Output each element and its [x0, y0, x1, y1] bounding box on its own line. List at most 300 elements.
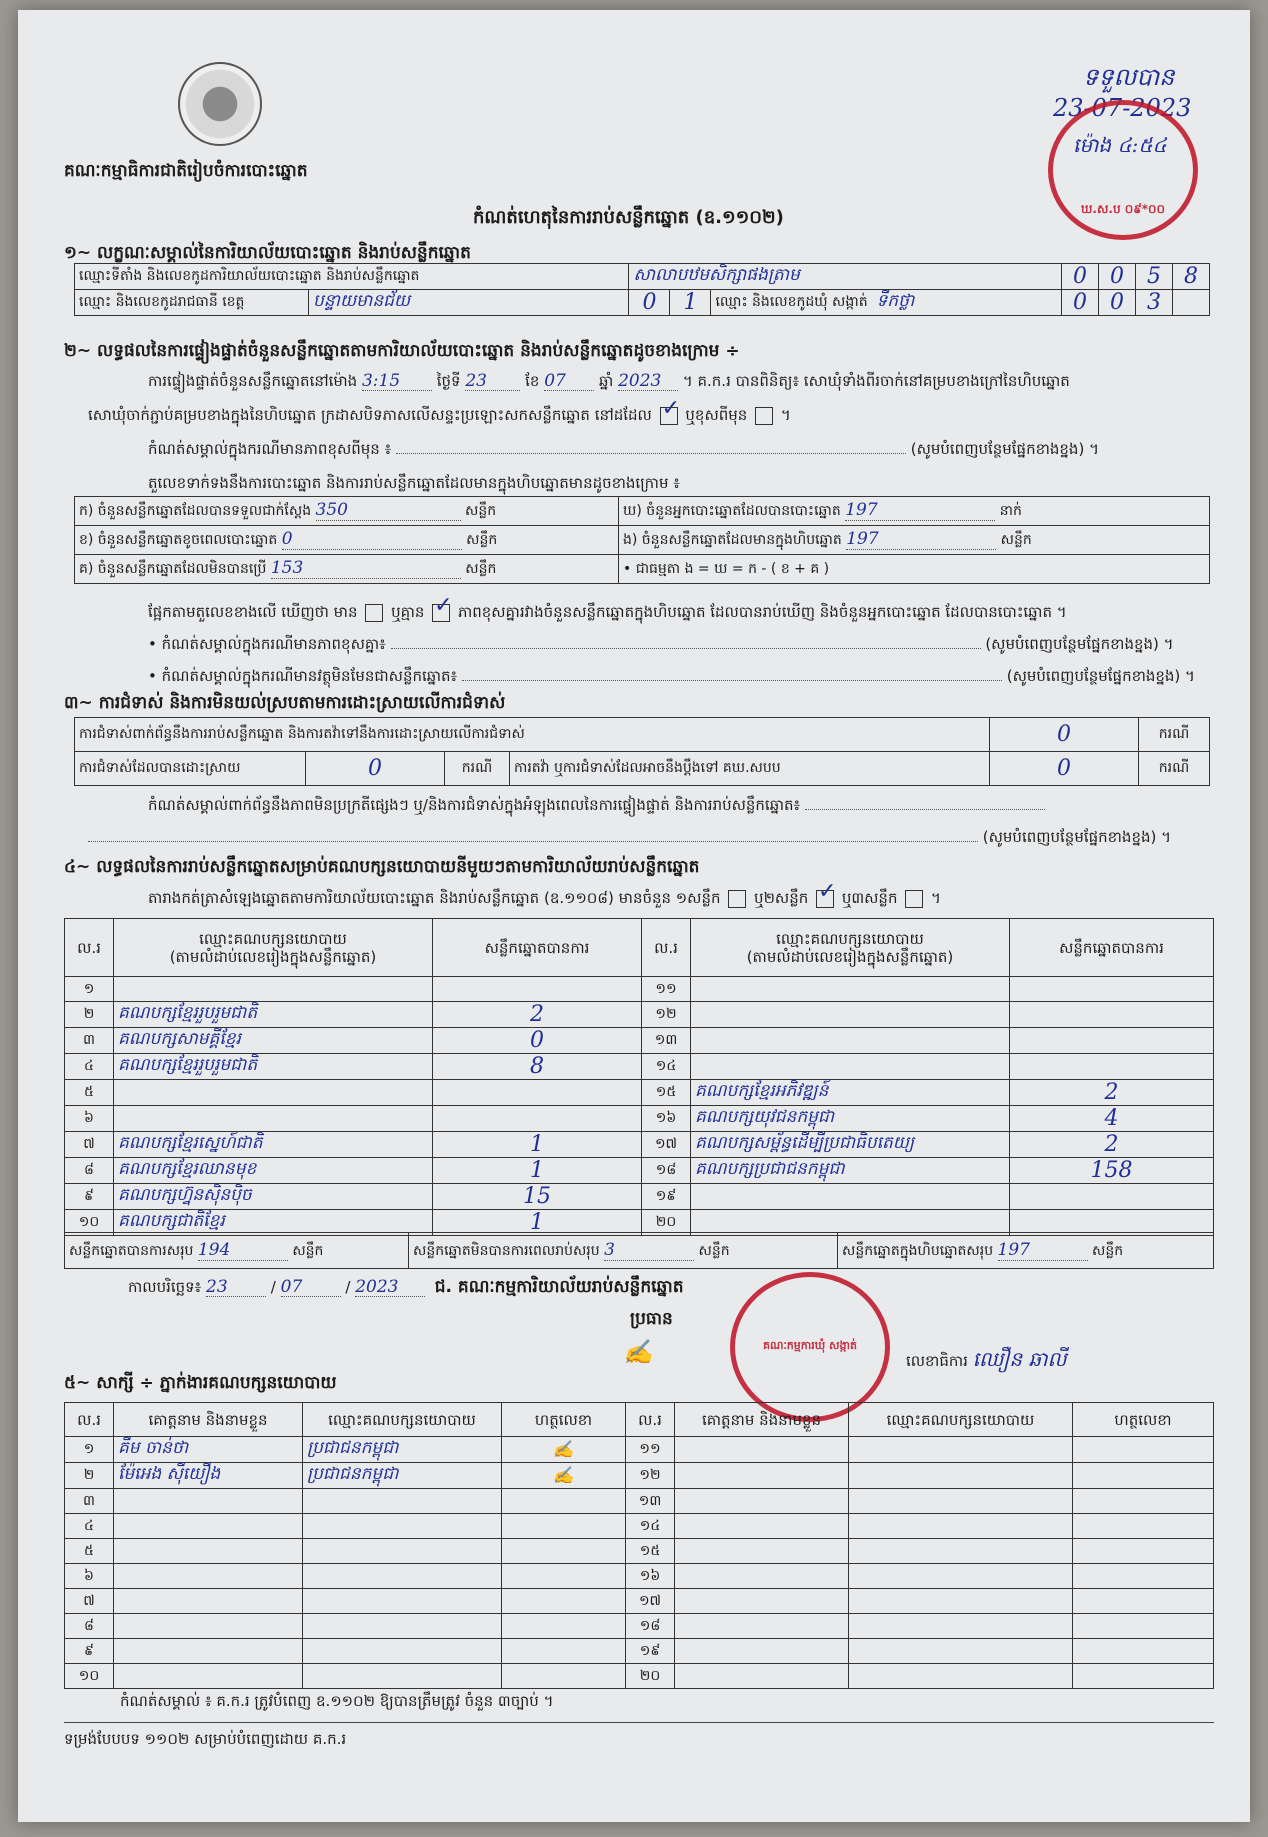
- result-no: ១៦: [642, 1106, 691, 1132]
- unused-cell: [75, 555, 619, 584]
- total-invalid-cell: [409, 1233, 838, 1269]
- station-code-3: 5: [1136, 264, 1173, 290]
- province-name: បន្ទាយមានជ័យ: [309, 290, 629, 316]
- irregularity-note: [148, 796, 1045, 814]
- station-info-table: [74, 263, 1210, 316]
- result-party: គណបក្សខ្មែររួបរួមជាតិ: [114, 1002, 433, 1028]
- witness-no: ៩: [65, 1639, 114, 1664]
- witness-party: [303, 1639, 502, 1664]
- result-votes: 2: [1010, 1080, 1214, 1106]
- note2-label: • កំណត់សម្គាល់ក្នុងករណីមានភាពខុសគ្នា៖: [148, 635, 386, 653]
- note1-label: កំណត់សម្គាល់ក្នុងករណីមានភាពខុសពីមុន ៖: [148, 440, 392, 458]
- witness-signature: [1073, 1514, 1214, 1539]
- witness-no: ១៣: [626, 1489, 675, 1514]
- witness-name: [114, 1514, 303, 1539]
- col-party: [114, 919, 433, 977]
- commune-stamp: ឃ.ស.ប ០៩*០០: [1048, 100, 1198, 240]
- note2-line: [148, 635, 1174, 653]
- witness-signature: ✍: [502, 1437, 626, 1463]
- col-party-title: ឈ្មោះគណបក្សនយោបាយ: [776, 929, 924, 948]
- three-sheets-checkbox[interactable]: [905, 890, 923, 908]
- date-label: កាលបរិច្ឆេទ៖: [128, 1278, 202, 1296]
- col-no: ល.រ: [626, 1403, 675, 1437]
- total-valid-label: សន្លឹកឆ្នោតបានការសរុប: [69, 1242, 194, 1259]
- result-votes: [433, 1080, 642, 1106]
- irregularity-field-2[interactable]: [88, 841, 978, 842]
- witness-name: [675, 1564, 849, 1589]
- result-party: គណបក្សប្រជាជនកម្ពុជា: [691, 1158, 1010, 1184]
- tally-intro: តារាងកត់ត្រាសំឡេងឆ្នោតតាមការិយាល័យបោះឆ្នោត និងរាប់សន្លឹកឆ្នោត (ឧ.១១០៨) មានចំនួន ១សន្លឹក: [148, 889, 721, 907]
- unit: សន្លឹក: [465, 561, 497, 577]
- in-box-cell: [619, 526, 1210, 555]
- witness-name: [675, 1514, 849, 1539]
- witness-party: [303, 1589, 502, 1614]
- verify-time: 3:15: [362, 372, 432, 391]
- result-no: ១០: [65, 1210, 114, 1236]
- result-no: ១៨: [642, 1158, 691, 1184]
- table-row: [65, 1437, 1214, 1463]
- voters-value: 197: [845, 500, 995, 521]
- witness-name: [675, 1463, 849, 1489]
- note2-hint: (សូមបំពេញបន្ថែមផ្នែកខាងខ្នង) ។: [985, 635, 1174, 653]
- commune-label: ឈ្មោះ និងលេខកូដឃុំ សង្កាត់: [715, 294, 868, 310]
- witness-name: [114, 1489, 303, 1514]
- witness-party: [849, 1589, 1073, 1614]
- witness-no: ១១: [626, 1437, 675, 1463]
- witness-signature: [1073, 1664, 1214, 1689]
- witness-name: [675, 1589, 849, 1614]
- verify-line: [148, 372, 1070, 391]
- station-code-2: 0: [1099, 264, 1136, 290]
- col-no: ល.រ: [65, 1403, 114, 1437]
- col-party: ឈ្មោះគណបក្សនយោបាយ: [849, 1403, 1073, 1437]
- result-party: គណបក្សខ្មែរស្នេហ៍ជាតិ: [114, 1132, 433, 1158]
- witness-party: [849, 1664, 1073, 1689]
- table-row: [65, 1664, 1214, 1689]
- office-stamp: គណៈកម្មការឃុំ សង្កាត់: [730, 1272, 890, 1422]
- result-no: ១៧: [642, 1132, 691, 1158]
- witness-name: [675, 1489, 849, 1514]
- result-votes: 158: [1010, 1158, 1214, 1184]
- result-votes: 4: [1010, 1106, 1214, 1132]
- witness-signature: [502, 1664, 626, 1689]
- total-box-cell: [838, 1233, 1214, 1269]
- witness-name: [675, 1664, 849, 1689]
- result-party: គណបក្សជាតិខ្មែរ: [114, 1210, 433, 1236]
- station-label: ឈ្មោះទីតាំង និងលេខកូដការិយាល័យបោះឆ្នោត និងរាប់សន្លឹកឆ្នោត: [75, 264, 629, 290]
- secretary-label: លេខាធិការ: [906, 1352, 968, 1370]
- tally-sheets-line: តារាងកត់ត្រាសំឡេងឆ្នោតតាមការិយាល័យបោះឆ្នោត និងរាប់សន្លឹកឆ្នោត (ឧ.១១០៨) មានចំនួន ១សន្លឹក ឬ២សន្លឹក ✓ ឬ៣សន្លឹក ។: [148, 889, 941, 908]
- witness-signature: [1073, 1639, 1214, 1664]
- result-no: ១២: [642, 1002, 691, 1028]
- result-party: គណបក្សខ្មែរអភិវឌ្ឍន៍: [691, 1080, 1010, 1106]
- unit: សន្លឹក: [465, 503, 497, 519]
- result-no: ៨: [65, 1158, 114, 1184]
- result-no: ១: [65, 977, 114, 1002]
- commune-code-2: 0: [1099, 290, 1136, 316]
- result-votes: 2: [433, 1002, 642, 1028]
- witness-no: ១៥: [626, 1539, 675, 1564]
- secretary-name: ឈឿន ឆាលី: [972, 1347, 1067, 1371]
- result-party: [691, 1028, 1010, 1054]
- result-votes: 1: [433, 1132, 642, 1158]
- witness-no: ៣: [65, 1489, 114, 1514]
- appeal-value: 0: [990, 752, 1139, 786]
- result-no: ៤: [65, 1054, 114, 1080]
- result-no: ៦: [65, 1106, 114, 1132]
- witness-signature: [1073, 1463, 1214, 1489]
- irregularity-hint: (សូមបំពេញបន្ថែមផ្នែកខាងខ្នង) ។: [982, 828, 1172, 846]
- verify-day: 23: [465, 372, 520, 391]
- col-party-sub: (តាមលំដាប់លេខរៀងក្នុងសន្លឹកឆ្នោត): [746, 947, 954, 966]
- appeal-label: ការតវ៉ា ឬការជំទាស់ដែលអាចនឹងប្ដឹងទៅ គឃ.សបប: [510, 752, 990, 786]
- table-row: [65, 977, 1214, 1002]
- table-row: [65, 1614, 1214, 1639]
- witness-name: [675, 1639, 849, 1664]
- chair-title: ប្រធាន: [630, 1309, 673, 1329]
- case-unit: ករណី: [1139, 718, 1210, 752]
- province-code-2: 1: [670, 290, 711, 316]
- received-label: ក) ចំនួនសន្លឹកឆ្នោតដែលបានទទួលជាក់ស្ដែង: [79, 503, 312, 519]
- figures-intro: តួលេខទាក់ទងនឹងការបោះឆ្នោត និងការរាប់សន្លឹកឆ្នោតដែលមានក្នុងហិបឆ្នោតមានដូចខាងក្រោម ៖: [148, 474, 680, 492]
- col-signature: ហត្ថលេខា: [502, 1403, 626, 1437]
- witness-party: [849, 1514, 1073, 1539]
- witness-party: [303, 1664, 502, 1689]
- col-votes: សន្លឹកឆ្នោតបានការ: [1010, 919, 1214, 977]
- witness-no: ២០: [626, 1664, 675, 1689]
- objections-table: [74, 717, 1210, 786]
- spoiled-cell: [75, 526, 619, 555]
- witness-party: [303, 1564, 502, 1589]
- witness-no: ១៤: [626, 1514, 675, 1539]
- witness-no: ១៧: [626, 1589, 675, 1614]
- table-row: [65, 1564, 1214, 1589]
- witness-no: ២: [65, 1463, 114, 1489]
- discrepancy-text-b: ឬគ្មាន: [391, 603, 425, 621]
- note3-field[interactable]: [462, 680, 1002, 681]
- result-party: [691, 1184, 1010, 1210]
- witness-no: ៧: [65, 1589, 114, 1614]
- result-party: [114, 1080, 433, 1106]
- result-votes: [1010, 1054, 1214, 1080]
- total-box-label: សន្លឹកឆ្នោតក្នុងហិបឆ្នោតសរុប: [842, 1242, 994, 1259]
- form-title: កំណត់ហេតុនៃការរាប់សន្លឹកឆ្នោត (ឧ.១១០២): [473, 207, 784, 228]
- result-votes: [1010, 1184, 1214, 1210]
- table-row: [65, 1158, 1214, 1184]
- unit: សន្លឹក: [1000, 532, 1032, 548]
- witness-name: [114, 1589, 303, 1614]
- spoiled-label: ខ) ចំនួនសន្លឹកឆ្នោតខូចពេលបោះឆ្នោត: [79, 532, 278, 548]
- witness-no: ១: [65, 1437, 114, 1463]
- witness-no: ៤: [65, 1514, 114, 1539]
- note3-hint: (សូមបំពេញបន្ថែមផ្នែកខាងខ្នង) ។: [1006, 667, 1195, 685]
- witness-party: [303, 1614, 502, 1639]
- witness-signature: [1073, 1437, 1214, 1463]
- case-unit: ករណី: [1139, 752, 1210, 786]
- witness-signature: [502, 1639, 626, 1664]
- witness-party: [849, 1539, 1073, 1564]
- date-day: 23: [206, 1278, 266, 1297]
- committee-name: គណៈកម្មាធិការជាតិរៀបចំការបោះឆ្នោត: [64, 161, 308, 181]
- col-name: គោត្តនាម និងនាមខ្លួន: [114, 1403, 303, 1437]
- received-date: 23-07-2023: [1053, 94, 1192, 122]
- signing-committee: ជ. គណៈកម្មការិយាល័យរាប់សន្លឹកឆ្នោត: [434, 1277, 684, 1297]
- resolved-label: ការជំទាស់ដែលបានដោះស្រាយ: [75, 752, 306, 786]
- chair-signature: ✍: [623, 1338, 653, 1366]
- changed-text: ឬខុសពីមុន: [685, 406, 748, 424]
- table-row: [65, 1184, 1214, 1210]
- table-row: [65, 1080, 1214, 1106]
- table-row: [65, 1028, 1214, 1054]
- result-party: [114, 1106, 433, 1132]
- verify-month: 07: [544, 372, 594, 391]
- seal-text: សោឃុំចាក់ភ្ជាប់គម្របខាងក្នុងនៃហិបឆ្នោត ក្រដាសបិទភាសលើសន្ទះប្រឡោះសកសន្លឹកឆ្នោត នៅដដែល: [88, 406, 652, 424]
- witness-signature: [502, 1614, 626, 1639]
- result-party: គណបក្សយុវជនកម្ពុជា: [691, 1106, 1010, 1132]
- result-votes: 0: [433, 1028, 642, 1054]
- witness-signature: [1073, 1564, 1214, 1589]
- witness-signature: [1073, 1539, 1214, 1564]
- unchanged-checkbox[interactable]: [660, 407, 678, 425]
- case-unit: ករណី: [445, 752, 510, 786]
- note1-line: [148, 440, 1099, 458]
- footer-rule: [64, 1722, 1214, 1723]
- result-party: គណបក្សខ្មែរឈានមុខ: [114, 1158, 433, 1184]
- verify-text-b: ថ្ងៃទី: [436, 372, 461, 390]
- commune-code-1: 0: [1062, 290, 1099, 316]
- table-row: [65, 1106, 1214, 1132]
- result-votes: [1010, 977, 1214, 1002]
- witness-signature: [1073, 1589, 1214, 1614]
- note1-hint: (សូមបំពេញបន្ថែមផ្នែកខាងខ្នង) ។: [910, 440, 1099, 458]
- irregularity-line2: [88, 828, 1171, 846]
- signing-date-line: កាលបរិច្ឆេទ៖ 23 / 07 / 2023 ជ. គណៈកម្មការិយាល័យរាប់សន្លឹកឆ្នោត: [128, 1277, 684, 1297]
- col-party: [691, 919, 1010, 977]
- unit: សន្លឹក: [292, 1242, 324, 1259]
- table-row: [65, 1002, 1214, 1028]
- total-valid-cell: [65, 1233, 409, 1269]
- table-row: [65, 1639, 1214, 1664]
- result-no: ១៤: [642, 1054, 691, 1080]
- witness-signature: [502, 1539, 626, 1564]
- witness-party: [849, 1614, 1073, 1639]
- note3-line: [148, 667, 1195, 685]
- witness-signature: [1073, 1614, 1214, 1639]
- witness-name: [114, 1539, 303, 1564]
- verify-text-c: ខែ: [525, 372, 540, 390]
- witness-party: [849, 1489, 1073, 1514]
- result-votes: [433, 1106, 642, 1132]
- witness-name: ម៉ែអេង ស៊ីយឿង: [114, 1463, 303, 1489]
- result-party: គណបក្សសម្ព័ន្ធដើម្បីប្រជាធិបតេយ្យ: [691, 1132, 1010, 1158]
- received-value: 350: [316, 500, 461, 521]
- witness-party: ប្រជាជនកម្ពុជា: [303, 1463, 502, 1489]
- witness-table: [64, 1402, 1214, 1689]
- result-votes: 2: [1010, 1132, 1214, 1158]
- section3-heading: ៣~ ការជំទាស់ និងការមិនយល់ស្របតាមការដោះស្រាយលើការជំទាស់: [64, 693, 506, 713]
- witness-party: [849, 1639, 1073, 1664]
- result-party: គណបក្សហ្វ៊ុនស៊ិនប៉ិច: [114, 1184, 433, 1210]
- witness-signature: ✍: [502, 1463, 626, 1489]
- result-votes: [1010, 1002, 1214, 1028]
- result-no: ២: [65, 1002, 114, 1028]
- unit: សន្លឹក: [1091, 1242, 1124, 1259]
- result-no: ៣: [65, 1028, 114, 1054]
- witness-name: [675, 1539, 849, 1564]
- resolved-value: 0: [306, 752, 445, 786]
- result-no: ៥: [65, 1080, 114, 1106]
- commune-name: ទឹកថ្លា: [876, 291, 915, 311]
- unused-label: គ) ចំនួនសន្លឹកឆ្នោតដែលមិនបានប្រើ: [79, 561, 267, 577]
- result-no: ៩: [65, 1184, 114, 1210]
- voters-cell: [619, 497, 1210, 526]
- figures-table: [74, 496, 1210, 584]
- witness-party: [849, 1437, 1073, 1463]
- unit: សន្លឹក: [698, 1242, 730, 1259]
- verify-text-d: ឆ្នាំ: [598, 372, 614, 390]
- witness-signature: [1073, 1489, 1214, 1514]
- result-votes: 1: [433, 1158, 642, 1184]
- result-no: ៧: [65, 1132, 114, 1158]
- witness-party: ប្រជាជនកម្ពុជា: [303, 1437, 502, 1463]
- result-party: គណបក្សសាមគ្គីខ្មែរ: [114, 1028, 433, 1054]
- witness-name: [114, 1664, 303, 1689]
- date-month: 07: [281, 1278, 341, 1297]
- witness-signature: [502, 1514, 626, 1539]
- result-no: ២០: [642, 1210, 691, 1236]
- table-row: [65, 1463, 1214, 1489]
- result-votes: [433, 977, 642, 1002]
- witness-party: [849, 1463, 1073, 1489]
- objection-label: ការជំទាស់ពាក់ព័ន្ធនឹងការរាប់សន្លឹកឆ្នោត និងការតវ៉ាទៅនឹងការដោះស្រាយលើការជំទាស់: [75, 718, 990, 752]
- witness-no: ១៦: [626, 1564, 675, 1589]
- form-sheet: [18, 10, 1250, 1822]
- result-party: [691, 1054, 1010, 1080]
- received-cell: [75, 497, 619, 526]
- witness-no: ៥: [65, 1539, 114, 1564]
- result-party: [691, 977, 1010, 1002]
- note1-field[interactable]: [396, 453, 906, 454]
- secretary-line: [906, 1347, 1067, 1371]
- irregularity-label: កំណត់សម្គាល់ពាក់ព័ន្ធនឹងភាពមិនប្រក្រតីផ្សេងៗ ឬ/និងការជំទាស់ក្នុងអំឡុងពេលនៃការផ្ទៀងផ្ទាត់ និងការរាប់សន្លឹកឆ្នោត៖: [148, 796, 801, 814]
- section4-heading: ៤~ លទ្ធផលនៃការរាប់សន្លឹកឆ្នោតសម្រាប់គណបក្សនយោបាយនីមួយៗតាមការិយាល័យរាប់សន្លឹកឆ្នោត: [64, 857, 700, 877]
- formula: • ជាធម្មតា ង = ឃ = ក - ( ខ + គ ): [619, 555, 1210, 584]
- col-party: ឈ្មោះគណបក្សនយោបាយ: [303, 1403, 502, 1437]
- col-signature: ហត្ថលេខា: [1073, 1403, 1214, 1437]
- result-no: ១៥: [642, 1080, 691, 1106]
- result-no: ១១: [642, 977, 691, 1002]
- col-party-sub: (តាមលំដាប់លេខរៀងក្នុងសន្លឹកឆ្នោត): [169, 947, 377, 966]
- total-invalid-label: សន្លឹកឆ្នោតមិនបានការពេលរាប់សរុប: [413, 1242, 600, 1259]
- nec-logo: [178, 62, 262, 146]
- commune-label-cell: [711, 290, 1062, 316]
- witness-no: ១២: [626, 1463, 675, 1489]
- table-row: [65, 1514, 1214, 1539]
- voters-unit: នាក់: [999, 503, 1022, 519]
- section5-heading: ៥~ សាក្សី ÷ ភ្នាក់ងារគណបក្សនយោបាយ: [64, 1373, 337, 1393]
- witness-name: [114, 1564, 303, 1589]
- result-no: ១៩: [642, 1184, 691, 1210]
- three-sheets-label: ឬ៣សន្លឹក: [841, 889, 898, 907]
- received-note: ទទួលបាន: [1083, 63, 1175, 91]
- has-discrepancy-checkbox[interactable]: [365, 604, 383, 622]
- witness-no: ១៨: [626, 1614, 675, 1639]
- changed-checkbox[interactable]: [755, 407, 773, 425]
- verify-year: 2023: [618, 372, 678, 391]
- verify-text-a: ការផ្ទៀងផ្ទាត់ចំនួនសន្លឹកឆ្នោតនៅម៉ោង: [148, 372, 358, 390]
- table-row: [65, 1132, 1214, 1158]
- unit: សន្លឹក: [466, 532, 498, 548]
- result-votes: 15: [433, 1184, 642, 1210]
- witness-name: [114, 1614, 303, 1639]
- witness-no: ១០: [65, 1664, 114, 1689]
- form-footer: ទម្រង់បែបបទ ១១០២ សម្រាប់បំពេញដោយ គ.ក.រ: [64, 1730, 347, 1748]
- table-row: [65, 1489, 1214, 1514]
- station-code-4: 8: [1173, 264, 1210, 290]
- no-discrepancy-checkbox[interactable]: [432, 604, 450, 622]
- witness-signature: [502, 1589, 626, 1614]
- closing-note: កំណត់សម្គាល់ ៖ គ.ក.រ ត្រូវបំពេញ ឧ.១១០២ ឱ្យបានត្រឹមត្រូវ ចំនួន ៣ច្បាប់ ។: [120, 1692, 554, 1710]
- table-row: [65, 1589, 1214, 1614]
- witness-name: [675, 1437, 849, 1463]
- col-party-title: ឈ្មោះគណបក្សនយោបាយ: [199, 929, 347, 948]
- section2-heading: ២~ លទ្ធផលនៃការផ្ទៀងផ្ទាត់ចំនួនសន្លឹកឆ្នោតតាមការិយាល័យបោះឆ្នោត និងរាប់សន្លឹកឆ្នោតដូចខាងក្រោម ÷: [64, 341, 740, 361]
- result-votes: 1: [433, 1210, 642, 1236]
- table-row: [65, 1054, 1214, 1080]
- commune-code-3: 3: [1136, 290, 1173, 316]
- result-votes: [1010, 1028, 1214, 1054]
- witness-party: [303, 1489, 502, 1514]
- verify-text-e: ។ គ.ក.រ បានពិនិត្យ៖ សោឃុំទាំងពីរចាក់នៅគម្របខាងក្រៅនៃហិបឆ្នោត: [682, 372, 1070, 390]
- witness-signature: [502, 1564, 626, 1589]
- witness-name: [114, 1639, 303, 1664]
- witness-party: [849, 1564, 1073, 1589]
- two-sheets-label: ឬ២សន្លឹក: [754, 889, 809, 907]
- received-time: ម៉ោង ៤:៥៤: [1073, 133, 1167, 157]
- voters-label: ឃ) ចំនួនអ្នកបោះឆ្នោតដែលបានបោះឆ្នោត: [623, 503, 841, 519]
- discrepancy-text-c: ភាពខុសគ្នារវាងចំនួនសន្លឹកឆ្នោតក្នុងហិបឆ្នោត ដែលបានរាប់ឃើញ និងចំនួនអ្នកបោះឆ្នោត ដែលបានបោះឆ្នោត ។: [457, 603, 1067, 621]
- note3-label: • កំណត់សម្គាល់ក្នុងករណីមានវត្ថុមិនមែនជាសន្លឹកឆ្នោត៖: [148, 667, 458, 685]
- in-box-value: 197: [846, 529, 996, 550]
- two-sheets-checkbox[interactable]: [816, 890, 834, 908]
- result-party: [114, 977, 433, 1002]
- spoiled-value: 0: [282, 529, 462, 550]
- witness-signature: [502, 1489, 626, 1514]
- province-code-1: 0: [629, 290, 670, 316]
- province-label: ឈ្មោះ និងលេខកូដរាជធានី ខេត្ត: [75, 290, 309, 316]
- irregularity-field[interactable]: [805, 809, 1045, 810]
- result-no: ១៣: [642, 1028, 691, 1054]
- party-results-table: [64, 918, 1214, 1236]
- witness-name: [675, 1614, 849, 1639]
- date-year: 2023: [355, 1278, 425, 1297]
- total-valid-value: 194: [198, 1240, 288, 1261]
- witness-no: ១៩: [626, 1639, 675, 1664]
- table-row: [65, 1539, 1214, 1564]
- col-votes: សន្លឹកឆ្នោតបានការ: [433, 919, 642, 977]
- station-name: សាលាបឋមសិក្សាផងត្រាម: [629, 264, 1062, 290]
- witness-party: [303, 1514, 502, 1539]
- seal-line: សោឃុំចាក់ភ្ជាប់គម្របខាងក្នុងនៃហិបឆ្នោត ក្រដាសបិទភាសលើសន្ទះប្រឡោះសកសន្លឹកឆ្នោត នៅដដែល ✓ ឬខុសពីមុន ។: [88, 406, 791, 425]
- station-code-1: 0: [1062, 264, 1099, 290]
- one-sheet-checkbox[interactable]: [728, 890, 746, 908]
- result-votes: 8: [433, 1054, 642, 1080]
- col-no: ល.រ: [65, 919, 114, 977]
- note2-field[interactable]: [391, 648, 981, 649]
- col-no: ល.រ: [642, 919, 691, 977]
- objection-value: 0: [990, 718, 1139, 752]
- totals-table: [64, 1232, 1214, 1269]
